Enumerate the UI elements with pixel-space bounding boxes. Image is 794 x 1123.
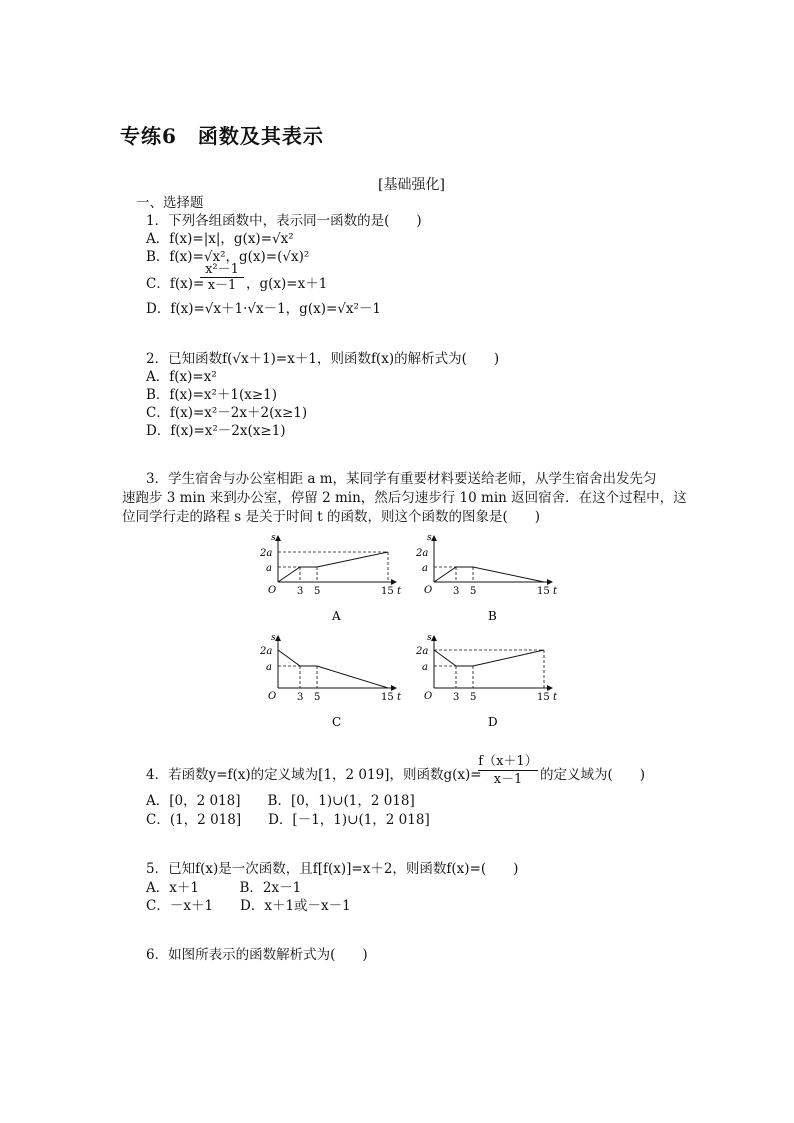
q1-option-c-fraction — [200, 262, 244, 294]
graph-b-s-label: s — [427, 533, 432, 543]
graph-d — [415, 633, 558, 729]
page-title: 专练6 函数及其表示 — [120, 124, 324, 148]
graph-a-origin-label: O — [268, 585, 277, 596]
q2-option-c: C．f(x)=x²－2x＋2(x≥1) — [146, 405, 308, 421]
q3-graphs — [258, 530, 558, 730]
section-heading: 一、选择题 — [136, 195, 204, 211]
graph-b-2a-label: 2a — [416, 548, 429, 559]
q5-options-row-1: A．x＋1 B．2x－1 — [146, 880, 302, 896]
q1-option-c-numerator: x²－1 — [200, 262, 244, 278]
q5-stem: 5．已知f(x)是一次函数，且f[f(x)]=x＋2，则函数f(x)=( ) — [146, 861, 519, 877]
graph-d-option-label: D — [488, 715, 498, 729]
graph-d-2a-label: 2a — [416, 646, 429, 657]
graph-d-s-label: s — [427, 633, 432, 643]
q2-option-b: B．f(x)=x²＋1(x≥1) — [146, 387, 278, 403]
q4-stem-post: 的定义域为( ) — [540, 767, 646, 783]
graph-c-x15-label: 15 — [381, 692, 394, 703]
q1-option-a: A．f(x)=|x|，g(x)=√x² — [146, 231, 294, 247]
graph-c-origin-label: O — [268, 691, 277, 702]
q4-options-row-1: A．[0，2 018] B．[0，1)∪(1，2 018] — [146, 793, 415, 809]
q3-line-3: 位同学行走的路程 s 是关于时间 t 的函数，则这个函数的图象是( ) — [122, 509, 541, 525]
graph-b-a-label: a — [422, 563, 428, 574]
graph-a-t-label: t — [397, 586, 402, 597]
graph-d-t-label: t — [553, 692, 558, 703]
graph-c-2a-label: 2a — [260, 646, 273, 657]
q3-line-1: 3．学生宿舍与办公室相距 a m，某同学有重要材料要送给老师，从学生宿舍出发先匀 — [146, 471, 657, 487]
q1-option-b: B．f(x)=√x²，g(x)=(√x)² — [146, 249, 310, 265]
q4-numerator: f（x＋1） — [478, 754, 538, 769]
q1-option-c-denominator: x－1 — [207, 278, 237, 293]
graph-c-a-label: a — [266, 662, 272, 673]
graph-a-x15-label: 15 — [381, 586, 394, 597]
q2-option-a: A．f(x)=x² — [146, 369, 217, 385]
graph-b-option-label: B — [488, 609, 497, 623]
graph-d-x15-label: 15 — [537, 692, 550, 703]
graph-a-s-label: s — [271, 533, 276, 543]
graph-b-x5-label: 5 — [470, 586, 477, 597]
q1-stem: 1．下列各组函数中，表示同一函数的是( ) — [146, 213, 422, 229]
section-subtitle: [基础强化] — [378, 177, 445, 193]
graph-c — [259, 633, 402, 729]
graph-d-x5-label: 5 — [470, 692, 477, 703]
graph-a-2a-label: 2a — [260, 548, 273, 559]
graph-d-x3-label: 3 — [453, 692, 460, 703]
q1-option-d: D．f(x)=√x＋1·√x－1，g(x)=√x²－1 — [146, 301, 381, 317]
graph-d-a-label: a — [422, 662, 428, 673]
q3-line-2: 速跑步 3 min 来到办公室，停留 2 min，然后匀速步行 10 min 返回宿舍．在这个过程中，这 — [122, 490, 687, 506]
graph-b-t-label: t — [553, 586, 558, 597]
q1-option-c-prefix: C．f(x)= — [146, 276, 205, 292]
q6-stem: 6．如图所表示的函数解析式为( ) — [146, 947, 368, 963]
graph-a-option-label: A — [332, 609, 341, 623]
graph-c-option-label: C — [332, 715, 342, 729]
graph-a — [259, 533, 402, 623]
q5-options-row-2: C．－x＋1 D．x＋1或－x－1 — [146, 898, 351, 914]
graph-c-t-label: t — [397, 692, 402, 703]
q2-stem: 2．已知函数f(√x＋1)=x＋1，则函数f(x)的解析式为( ) — [146, 351, 500, 367]
q2-option-d: D．f(x)=x²－2x(x≥1) — [146, 423, 286, 439]
q4-denominator: x－1 — [493, 772, 523, 787]
graph-c-x3-label: 3 — [297, 692, 304, 703]
graph-a-a-label: a — [266, 563, 272, 574]
graph-b-x3-label: 3 — [453, 586, 460, 597]
graph-b-x15-label: 15 — [537, 586, 550, 597]
graph-a-x3-label: 3 — [297, 586, 304, 597]
graph-d-origin-label: O — [424, 691, 433, 702]
q4-fraction — [478, 754, 538, 788]
graph-c-x5-label: 5 — [314, 692, 321, 703]
q1-option-c-suffix: ，g(x)=x＋1 — [246, 276, 328, 292]
graph-b — [415, 533, 558, 623]
graph-c-s-label: s — [271, 633, 276, 643]
graph-b-origin-label: O — [424, 585, 433, 596]
q4-options-row-2: C．(1，2 018] D．[－1，1)∪(1，2 018] — [146, 812, 430, 828]
graph-a-x5-label: 5 — [314, 586, 321, 597]
q4-stem-pre: 4．若函数y=f(x)的定义域为[1，2 019]，则函数g(x)= — [146, 767, 482, 783]
